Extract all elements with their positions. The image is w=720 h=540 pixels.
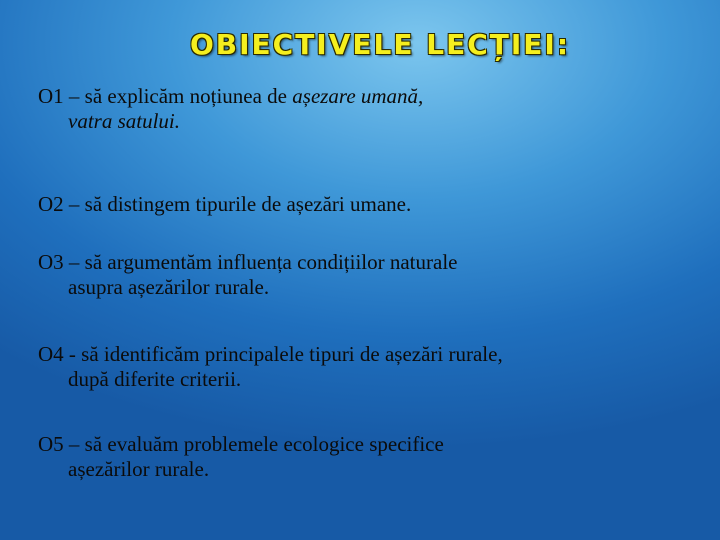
objective-item	[38, 342, 698, 392]
objective-text: O5 – să evaluăm problemele ecologice specifice	[38, 432, 444, 456]
objective-text-continued: după diferite criterii.	[68, 367, 242, 391]
slide-title: OBIECTIVELE LECȚIEI:	[189, 28, 571, 61]
objective-item	[38, 84, 698, 134]
objective-item	[38, 250, 698, 300]
objective-item	[38, 192, 698, 217]
objective-item	[38, 432, 698, 482]
objective-text-italic: vatra satului.	[68, 109, 181, 133]
objective-text-continued: așezărilor rurale.	[68, 457, 210, 481]
objective-text: O2 – să distingem tipurile de așezări umane.	[38, 192, 412, 216]
objective-text-italic: așezare umană,	[292, 84, 424, 108]
objective-text-continued: asupra așezărilor rurale.	[68, 275, 270, 299]
objective-text: O1 – să explicăm noțiunea de	[38, 84, 293, 108]
objective-text: O3 – să argumentăm influența condițiilor naturale	[38, 250, 458, 274]
objective-text: O4 - să identificăm principalele tipuri de așezări rurale,	[38, 342, 503, 366]
